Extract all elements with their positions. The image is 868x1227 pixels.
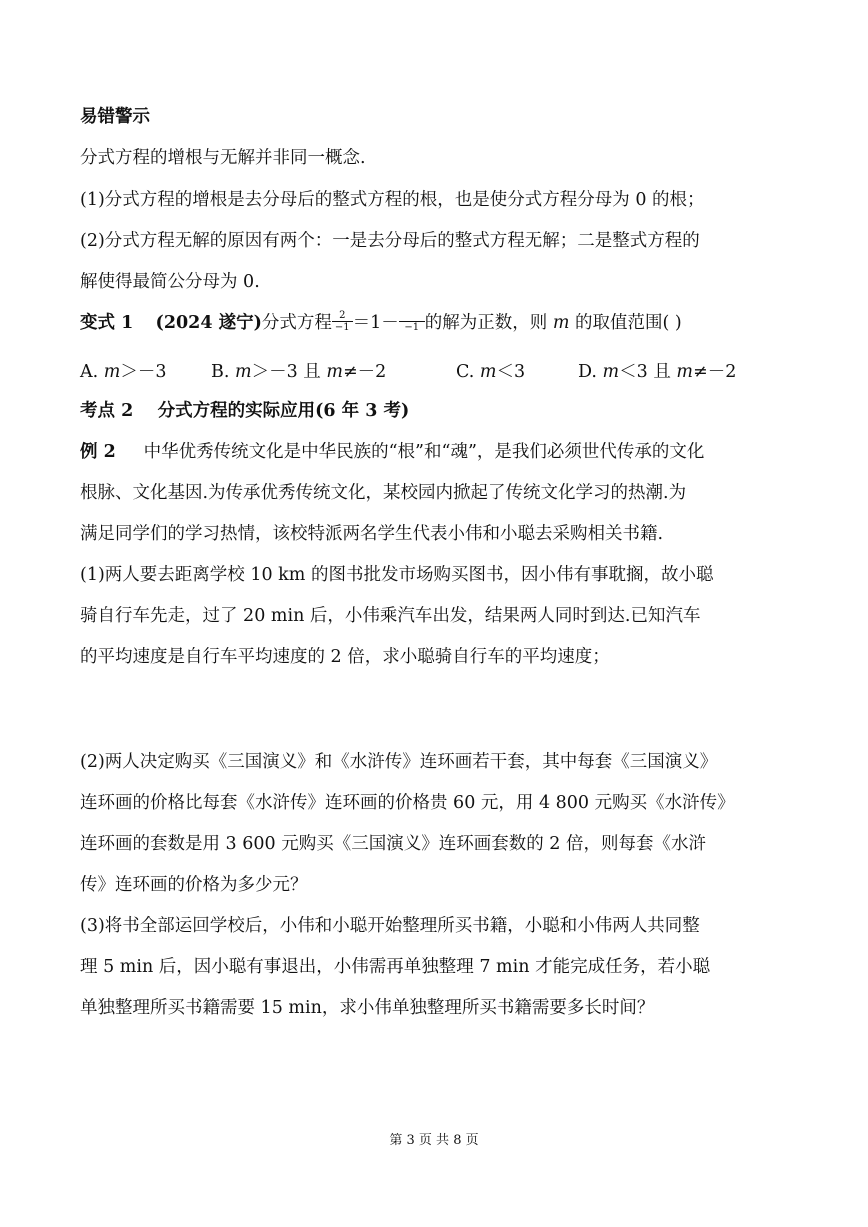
example-2-line-2: 根脉、文化基因.为传承优秀传统文化，某校园内掀起了传统文化学习的热潮.为: [80, 483, 687, 503]
option-c-var: m: [479, 362, 497, 382]
fraction-1-denominator: −1: [332, 321, 353, 333]
option-b-text-1: ＞－3 且: [251, 362, 327, 382]
question-1-line-2: 骑自行车先走，过了 20 min 后，小伟乘汽车出发，结果两人同时到达.已知汽车: [80, 606, 701, 626]
variant-1-text-after-post: 的取值范围( ): [569, 313, 682, 333]
option-d-text-2: ≠－2: [693, 362, 737, 382]
variant-1-label: 变式 1: [80, 313, 134, 333]
question-2-line-4: 传》连环画的价格为多少元？: [80, 875, 308, 895]
question-1-line-3: 的平均速度是自行车平均速度的 2 倍，求小聪骑自行车的平均速度；: [80, 647, 610, 667]
option-d-var: m: [602, 362, 620, 382]
warning-point-2-line-1: (2)分式方程无解的原因有两个：一是去分母后的整式方程无解；二是整式方程的: [80, 231, 700, 251]
fraction-2-numerator: [399, 310, 425, 321]
fraction-2-denominator: −1: [399, 321, 425, 333]
question-3-line-2: 理 5 min 后，因小聪有事退出，小伟需再单独整理 7 min 才能完成任务，若小聪: [80, 957, 711, 977]
warning-title: 易错警示: [80, 107, 150, 127]
option-b-var-2: m: [326, 362, 343, 382]
question-1-line-1: (1)两人要去距离学校 10 km 的图书批发市场购买图书，因小伟有事耽搁，故小聪: [80, 565, 714, 585]
fraction-2: [399, 310, 425, 333]
question-2-line-2: 连环画的价格比每套《水浒传》连环画的价格贵 60 元，用 4 800 元购买《水浒传》: [80, 793, 735, 813]
question-2-line-3: 连环画的套数是用 3 600 元购买《三国演义》连环画套数的 2 倍，则每套《水浒: [80, 834, 706, 854]
topic-2-title: 考点 2 分式方程的实际应用(6 年 3 考): [80, 401, 410, 421]
variant-1-question: [80, 311, 682, 335]
question-2-line-1: (2)两人决定购买《三国演义》和《水浒传》连环画若干套，其中每套《三国演义》: [80, 752, 718, 772]
fraction-1: [332, 310, 353, 333]
example-2-line-1: [80, 440, 704, 464]
example-2-line-3: 满足同学们的学习热情，该校特派两名学生代表小伟和小聪去采购相关书籍.: [80, 524, 664, 544]
option-a-label: A.: [80, 362, 104, 382]
option-b-label: B.: [211, 362, 235, 382]
variant-1-text-before: 分式方程: [261, 313, 332, 333]
option-c-text: ＜3: [496, 362, 526, 382]
option-d-label: D.: [578, 362, 603, 382]
warning-point-2-line-2: 解使得最简公分母为 0.: [80, 272, 260, 292]
option-b-text-2: ≠－2: [342, 362, 387, 382]
option-c[interactable]: [456, 360, 525, 384]
option-d-var-2: m: [676, 362, 694, 382]
variant-1-text-mid: ＝1－: [352, 313, 399, 333]
variant-1-var-m: m: [552, 313, 570, 333]
option-c-label: C.: [456, 362, 480, 382]
option-a[interactable]: [80, 360, 167, 384]
warning-point-1: (1)分式方程的增根是去分母后的整式方程的根，也是使分式方程分母为 0 的根；: [80, 190, 705, 210]
question-3-line-3: 单独整理所买书籍需要 15 min，求小伟单独整理所买书籍需要多长时间？: [80, 998, 655, 1018]
question-3-line-1: (3)将书全部运回学校后，小伟和小聪开始整理所买书籍，小聪和小伟两人共同整: [80, 916, 700, 936]
example-2-label: 例 2: [80, 442, 116, 462]
variant-1-text-after-pre: 的解为正数，则: [424, 313, 553, 333]
example-2-text-1: 中华优秀传统文化是中华民族的“根”和“魂”，是我们必须世代传承的文化: [143, 442, 705, 462]
option-b-var: m: [235, 362, 252, 382]
page-footer: 第 3 页 共 8 页: [389, 1133, 479, 1148]
option-a-var: m: [103, 362, 121, 382]
option-a-text: ＞－3: [120, 362, 167, 382]
variant-1-source: (2024 遂宁): [155, 313, 262, 333]
option-d[interactable]: [578, 360, 736, 384]
option-b[interactable]: [211, 360, 386, 384]
warning-intro: 分式方程的增根与无解并非同一概念.: [80, 148, 366, 168]
fraction-1-numerator: 2: [339, 310, 346, 321]
option-d-text-1: ＜3 且: [619, 362, 677, 382]
